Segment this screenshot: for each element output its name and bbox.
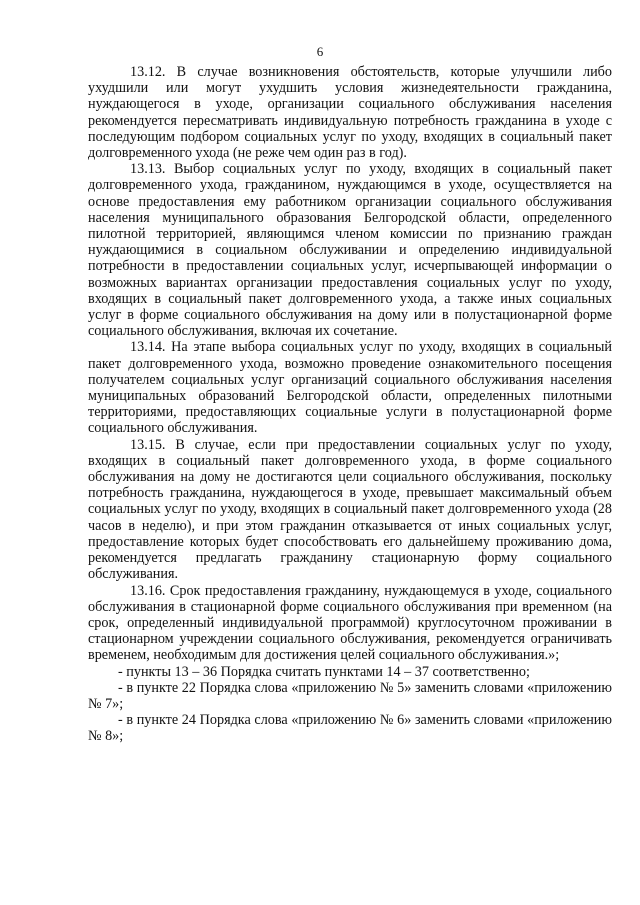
document-body xyxy=(88,64,612,745)
paragraph-13-12: 13.12. В случае возникновения обстоятельств, которые улучшили либо ухудшили или могут ухудшить условия жизнедеятельности гражданина, нуждающегося в уходе, организации социального обслуживания населения рекомендуется пересматривать индивидуальную потребность гражданина в уходе с последующим подбором социальных услуг по уходу, входящих в социальный пакет долговременного ухода (не реже чем один раз в год). xyxy=(88,64,612,162)
list-item-renumber: - пункты 13 – 36 Порядка считать пунктами 14 – 37 соответственно; xyxy=(118,663,530,680)
paragraph-13-14: 13.14. На этапе выбора социальных услуг по уходу, входящих в социальный пакет долговременного ухода, возможно проведение ознакомительного посещения получателем социальных услуг организаций социального обслуживания населения муниципальных образований Белгородской области, определенных пилотными территориями, предоставляющих социальные услуги в полустационарной форме социального обслуживания. xyxy=(88,339,612,437)
paragraph-13-13: 13.13. Выбор социальных услуг по уходу, входящих в социальный пакет долговременного ухода, гражданином, нуждающимся в уходе, осуществляется на основе предоставления ему работником организации социального обслуживания населения муниципального образования Белгородской области, определенного пилотной территорией, являющимся членом комиссии по признанию граждан нуждающимися в социальном обслуживании и определению индивидуальной потребности в предоставлении социальных услуг, исчерпывающей информации о возможных вариантах организации предоставления социальных услуг по уходу, входящих в социальный пакет долговременного ухода, а также иных социальных услуг в форме социального обслуживания на дому или в полустационарной форме социального обслуживания, включая их сочетание. xyxy=(88,161,612,340)
paragraph-13-16: 13.16. Срок предоставления гражданину, нуждающемуся в уходе, социального обслуживания в стационарной форме социального обслуживания при временном (на срок, определенный индивидуальной программой) круглосуточном проживании в стационарном учреждении социального обслуживания, рекомендуется ограничивать временем, необходимым для достижения целей социального обслуживания.»; xyxy=(88,582,612,664)
list-item-point-22: - в пункте 22 Порядка слова «приложению № 5» заменить словами «приложению № 7»; xyxy=(88,679,612,712)
page-number: 6 xyxy=(316,44,324,59)
list-item-point-24: - в пункте 24 Порядка слова «приложению № 6» заменить словами «приложению № 8»; xyxy=(88,712,612,745)
paragraph-13-15: 13.15. В случае, если при предоставлении социальных услуг по уходу, входящих в социальный пакет долговременного ухода, в форме социального обслуживания на дому не достигаются цели социального обслуживания, поскольку потребность гражданина, нуждающегося в уходе, превышает максимальный объем социальных услуг по уходу, входящих в социальный пакет долговременного ухода (28 часов в неделю), и при этом гражданин отказывается от иных социальных услуг, предоставление которых будет способствовать его дальнейшему проживанию дома, рекомендуется предлагать гражданину стационарную форму социального обслуживания. xyxy=(88,436,612,583)
